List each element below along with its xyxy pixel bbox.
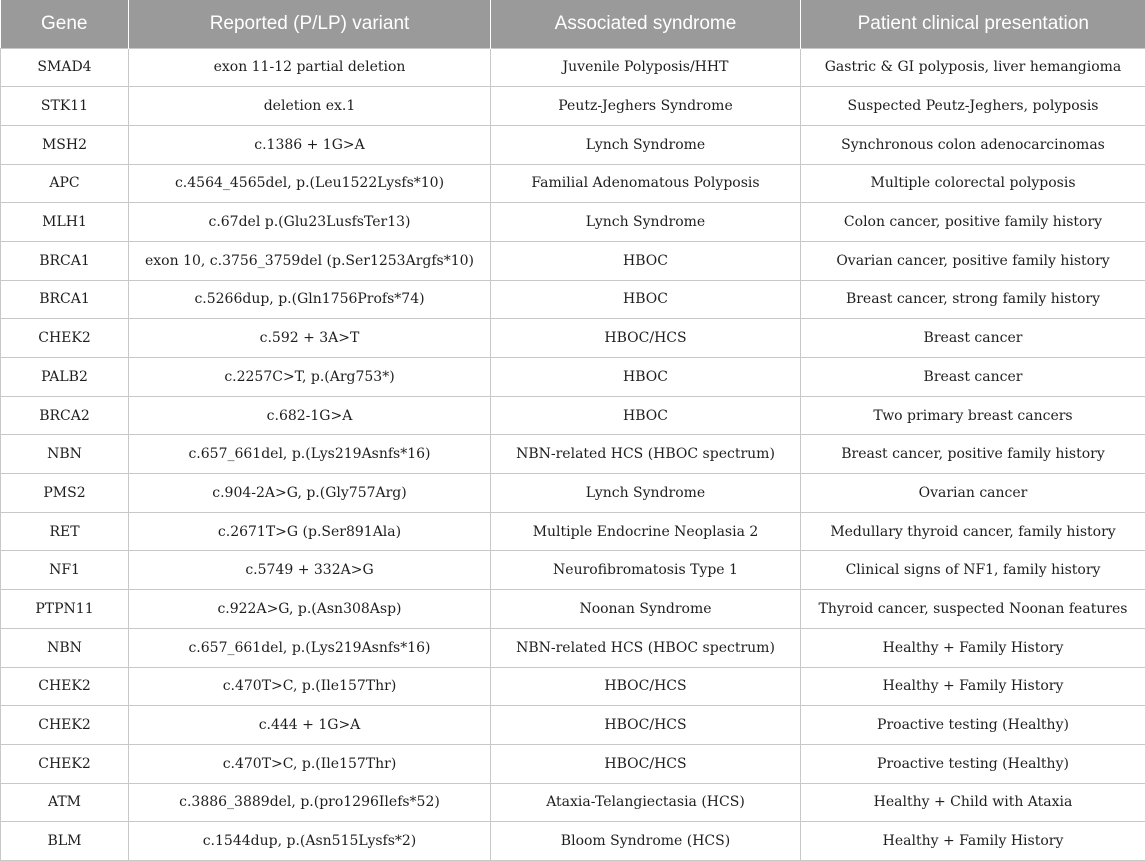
- variant-cell: c.4564_4565del, p.(Leu1522Lysfs*10): [129, 164, 491, 203]
- syndrome-cell: HBOC/HCS: [491, 744, 801, 783]
- presentation-cell: Breast cancer: [801, 358, 1145, 397]
- syndrome-cell: HBOC: [491, 358, 801, 397]
- table-body: [1, 48, 1145, 860]
- variant-cell: c.657_661del, p.(Lys219Asnfs*16): [129, 628, 491, 667]
- presentation-cell: Two primary breast cancers: [801, 396, 1145, 435]
- syndrome-cell: HBOC/HCS: [491, 667, 801, 706]
- variant-cell: c.904-2A>G, p.(Gly757Arg): [129, 474, 491, 513]
- syndrome-cell: Noonan Syndrome: [491, 590, 801, 629]
- presentation-cell: Healthy + Family History: [801, 628, 1145, 667]
- variant-cell: c.682-1G>A: [129, 396, 491, 435]
- table-row: [1, 706, 1145, 745]
- variant-cell: deletion ex.1: [129, 87, 491, 126]
- header-gene: Gene: [1, 0, 129, 48]
- table-row: [1, 822, 1145, 861]
- table-row: [1, 551, 1145, 590]
- presentation-cell: Healthy + Family History: [801, 667, 1145, 706]
- table-row: [1, 280, 1145, 319]
- gene-cell: SMAD4: [1, 48, 129, 87]
- table-header: [1, 0, 1145, 48]
- variant-cell: c.470T>C, p.(Ile157Thr): [129, 667, 491, 706]
- gene-cell: PALB2: [1, 358, 129, 397]
- syndrome-cell: NBN-related HCS (HBOC spectrum): [491, 628, 801, 667]
- gene-cell: RET: [1, 512, 129, 551]
- table-row: [1, 164, 1145, 203]
- table-row: [1, 203, 1145, 242]
- header-syndrome: Associated syndrome: [491, 0, 801, 48]
- table-row: [1, 319, 1145, 358]
- presentation-cell: Proactive testing (Healthy): [801, 744, 1145, 783]
- syndrome-cell: Peutz-Jeghers Syndrome: [491, 87, 801, 126]
- table-row: [1, 396, 1145, 435]
- variant-cell: exon 11-12 partial deletion: [129, 48, 491, 87]
- syndrome-cell: HBOC: [491, 396, 801, 435]
- syndrome-cell: Multiple Endocrine Neoplasia 2: [491, 512, 801, 551]
- variant-cell: c.2671T>G (p.Ser891Ala): [129, 512, 491, 551]
- syndrome-cell: HBOC/HCS: [491, 706, 801, 745]
- table-row: [1, 48, 1145, 87]
- gene-cell: MLH1: [1, 203, 129, 242]
- presentation-cell: Proactive testing (Healthy): [801, 706, 1145, 745]
- header-presentation: Patient clinical presentation: [801, 0, 1145, 48]
- table-row: [1, 474, 1145, 513]
- syndrome-cell: NBN-related HCS (HBOC spectrum): [491, 435, 801, 474]
- gene-cell: CHEK2: [1, 744, 129, 783]
- gene-cell: ATM: [1, 783, 129, 822]
- gene-cell: NF1: [1, 551, 129, 590]
- variant-cell: c.2257C>T, p.(Arg753*): [129, 358, 491, 397]
- presentation-cell: Breast cancer, strong family history: [801, 280, 1145, 319]
- syndrome-cell: Lynch Syndrome: [491, 203, 801, 242]
- presentation-cell: Colon cancer, positive family history: [801, 203, 1145, 242]
- gene-cell: NBN: [1, 435, 129, 474]
- table-row: [1, 590, 1145, 629]
- table-row: [1, 512, 1145, 551]
- gene-cell: STK11: [1, 87, 129, 126]
- presentation-cell: Breast cancer, positive family history: [801, 435, 1145, 474]
- gene-cell: BRCA1: [1, 280, 129, 319]
- variant-cell: c.5266dup, p.(Gln1756Profs*74): [129, 280, 491, 319]
- presentation-cell: Ovarian cancer, positive family history: [801, 241, 1145, 280]
- gene-cell: CHEK2: [1, 667, 129, 706]
- gene-cell: PMS2: [1, 474, 129, 513]
- syndrome-cell: Lynch Syndrome: [491, 474, 801, 513]
- gene-cell: NBN: [1, 628, 129, 667]
- syndrome-cell: Juvenile Polyposis/HHT: [491, 48, 801, 87]
- syndrome-cell: Neurofibromatosis Type 1: [491, 551, 801, 590]
- syndrome-cell: HBOC/HCS: [491, 319, 801, 358]
- syndrome-cell: Lynch Syndrome: [491, 125, 801, 164]
- presentation-cell: Breast cancer: [801, 319, 1145, 358]
- presentation-cell: Synchronous colon adenocarcinomas: [801, 125, 1145, 164]
- presentation-cell: Thyroid cancer, suspected Noonan features: [801, 590, 1145, 629]
- syndrome-cell: Ataxia-Telangiectasia (HCS): [491, 783, 801, 822]
- gene-cell: MSH2: [1, 125, 129, 164]
- variant-cell: c.5749 + 332A>G: [129, 551, 491, 590]
- variant-cell: c.1544dup, p.(Asn515Lysfs*2): [129, 822, 491, 861]
- table-row: [1, 241, 1145, 280]
- presentation-cell: Healthy + Child with Ataxia: [801, 783, 1145, 822]
- gene-cell: PTPN11: [1, 590, 129, 629]
- variant-cell: c.3886_3889del, p.(pro1296Ilefs*52): [129, 783, 491, 822]
- variant-cell: c.922A>G, p.(Asn308Asp): [129, 590, 491, 629]
- table-row: [1, 87, 1145, 126]
- table-row: [1, 358, 1145, 397]
- presentation-cell: Ovarian cancer: [801, 474, 1145, 513]
- gene-cell: CHEK2: [1, 706, 129, 745]
- gene-cell: BRCA1: [1, 241, 129, 280]
- syndrome-cell: HBOC: [491, 280, 801, 319]
- variant-cell: c.67del p.(Glu23LusfsTer13): [129, 203, 491, 242]
- variant-cell: c.470T>C, p.(Ile157Thr): [129, 744, 491, 783]
- header-row: [1, 0, 1145, 48]
- gene-cell: CHEK2: [1, 319, 129, 358]
- presentation-cell: Medullary thyroid cancer, family history: [801, 512, 1145, 551]
- syndrome-cell: HBOC: [491, 241, 801, 280]
- table-row: [1, 628, 1145, 667]
- header-variant: Reported (P/LP) variant: [129, 0, 491, 48]
- table-row: [1, 744, 1145, 783]
- table-row: [1, 783, 1145, 822]
- variant-cell: c.657_661del, p.(Lys219Asnfs*16): [129, 435, 491, 474]
- table-row: [1, 125, 1145, 164]
- presentation-cell: Healthy + Family History: [801, 822, 1145, 861]
- presentation-cell: Multiple colorectal polyposis: [801, 164, 1145, 203]
- presentation-cell: Suspected Peutz-Jeghers, polyposis: [801, 87, 1145, 126]
- variant-cell: exon 10, c.3756_3759del (p.Ser1253Argfs*10): [129, 241, 491, 280]
- table-row: [1, 667, 1145, 706]
- gene-cell: APC: [1, 164, 129, 203]
- variant-cell: c.592 + 3A>T: [129, 319, 491, 358]
- gene-cell: BLM: [1, 822, 129, 861]
- variant-cell: c.1386 + 1G>A: [129, 125, 491, 164]
- syndrome-cell: Bloom Syndrome (HCS): [491, 822, 801, 861]
- presentation-cell: Clinical signs of NF1, family history: [801, 551, 1145, 590]
- gene-cell: BRCA2: [1, 396, 129, 435]
- syndrome-cell: Familial Adenomatous Polyposis: [491, 164, 801, 203]
- presentation-cell: Gastric & GI polyposis, liver hemangioma: [801, 48, 1145, 87]
- table-row: [1, 435, 1145, 474]
- variant-cell: c.444 + 1G>A: [129, 706, 491, 745]
